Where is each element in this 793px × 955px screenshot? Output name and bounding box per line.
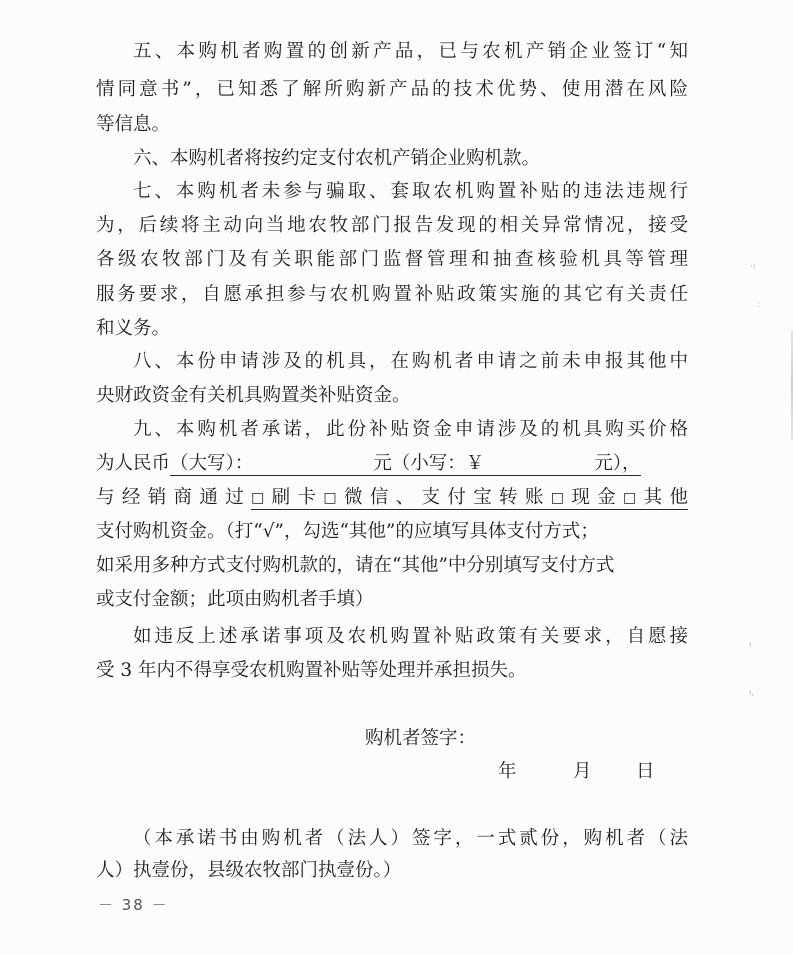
- note-line-2: 人）执壹份，县级农牧部门执壹份。）: [96, 860, 402, 881]
- yuan-end-label: 元），: [594, 453, 641, 474]
- clause-5-line-2: 情同意书”，已知悉了解所购新产品的技术优势、使用潜在风险: [96, 79, 688, 100]
- checkbox-other[interactable]: □: [623, 490, 644, 506]
- payment-options: [251, 487, 688, 510]
- option-other: 其他: [643, 487, 688, 508]
- clause-9-price-line: [96, 452, 688, 476]
- date-month: 月: [573, 761, 592, 782]
- scan-speck: ·ı: [750, 262, 756, 272]
- option-wechat-alipay: 微信、支付宝转账: [343, 487, 551, 508]
- clause-7-line-4: 服务要求，自愿承担参与农机购置补贴政策实施的其它有关责任: [96, 284, 688, 305]
- note-line-1: （本承诺书由购机者（法人）签字，一式贰份，购机者（法: [133, 828, 688, 849]
- date-year: 年: [498, 761, 517, 782]
- clause-9-line-4: 支付购机资金。（打“√”，勾选“其他”的应填写具体支付方式；: [96, 521, 599, 542]
- checkbox-card[interactable]: □: [251, 490, 272, 506]
- clause-7-line-5: 和义务。: [96, 318, 171, 339]
- scan-speck: ı: [749, 640, 752, 650]
- checkbox-cash[interactable]: □: [550, 490, 572, 506]
- clause-9-payment-line: [96, 486, 688, 510]
- checkbox-wechat-alipay[interactable]: □: [323, 490, 344, 506]
- clause-5-line-3: 等信息。: [96, 114, 171, 135]
- option-cash: 现金: [571, 487, 624, 508]
- clause-8-line-2: 央财政资金有关机具购置类补贴资金。: [96, 385, 411, 406]
- clause-5-line-1: 五、本购机者购置的创新产品，已与农机产销企业签订“知: [133, 41, 688, 62]
- clause-9-line-6: 或支付金额；此项由购机者手填）: [96, 589, 374, 610]
- daxie-label: （大写）：: [170, 453, 254, 474]
- violation-line-1: 如违反上述承诺事项及农机购置补贴政策有关要求，自愿接: [133, 626, 688, 647]
- violation-line-2: 受 3 年内不得享受农机购置补贴等处理并承担损失。: [96, 660, 527, 681]
- clause-6-line-1: 六、本购机者将按约定支付农机产销企业购机款。: [133, 148, 541, 169]
- scan-speck: :: [757, 300, 761, 310]
- option-card: 刷卡: [271, 487, 324, 508]
- price-field[interactable]: [170, 453, 641, 476]
- scan-speck: ı,: [749, 688, 755, 698]
- yuan-label: 元（小写：￥: [373, 453, 485, 474]
- signature-label: 购机者签字：: [365, 728, 477, 749]
- clause-7-line-2: 为，后续将主动向当地农牧部门报告发现的相关异常情况，接受: [96, 215, 688, 236]
- clause-7-line-1: 七、本购机者未参与骗取、套取农机购置补贴的违法违规行: [133, 181, 688, 202]
- date-day: 日: [636, 761, 655, 782]
- clause-9-line-5: 如采用多种方式支付购机款的，请在“其他”中分别填写支付方式: [96, 555, 615, 576]
- clause-7-line-3: 各级农牧部门及有关职能部门监督管理和抽查核验机具等管理: [96, 249, 688, 270]
- page-number: － 38 －: [98, 896, 169, 914]
- rmb-label: 为人民币: [96, 453, 171, 474]
- clause-8-line-1: 八、本份申请涉及的机具，在购机者申请之前未申报其他中: [133, 351, 688, 372]
- payment-prefix: 与经销商通过: [96, 487, 252, 508]
- clause-9-line-1: 九、本购机者承诺，此份补贴资金申请涉及的机具购买价格: [133, 419, 688, 440]
